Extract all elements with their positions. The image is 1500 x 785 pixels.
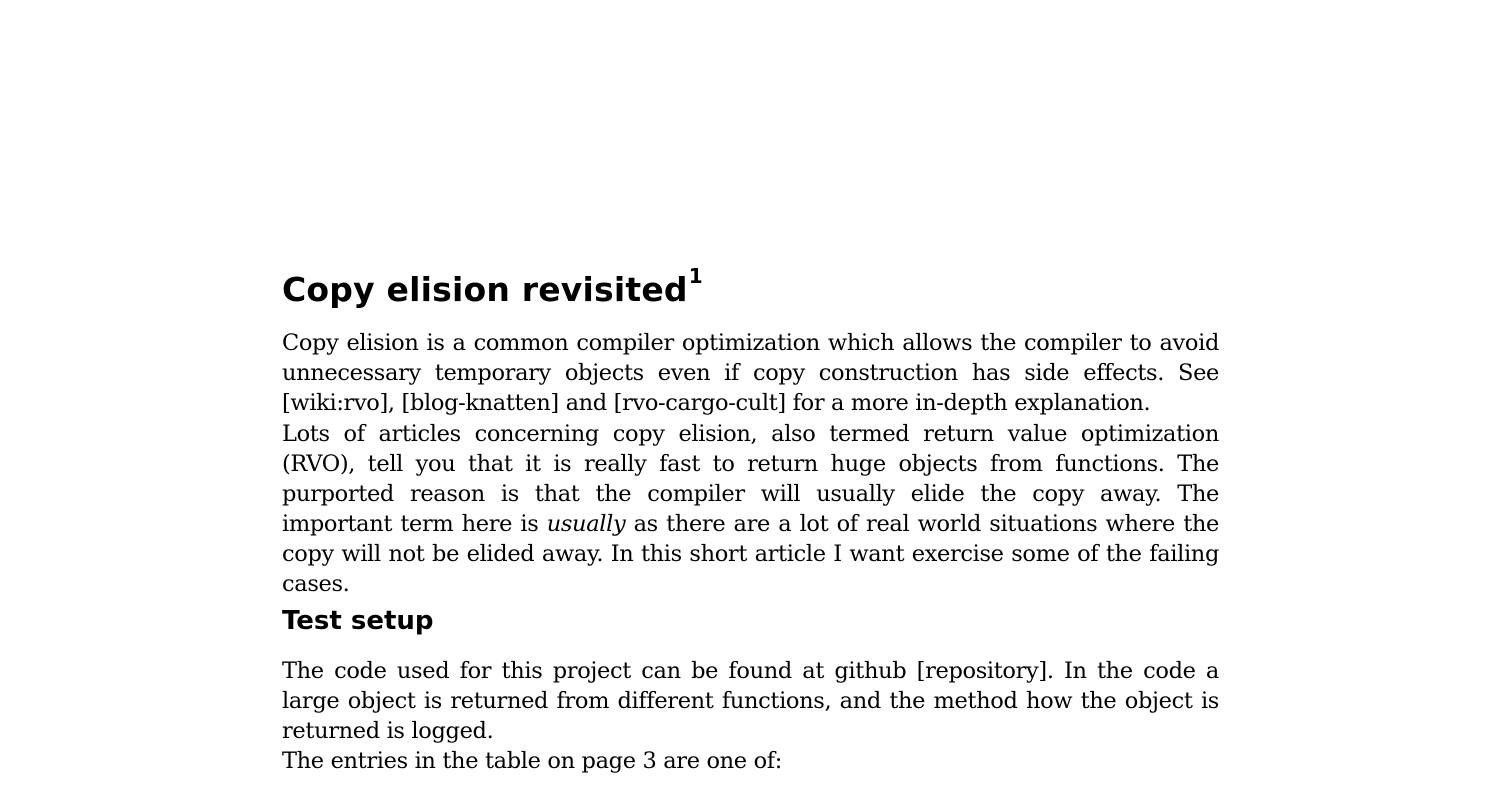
subsection-title: Test setup (282, 606, 434, 636)
motivation-text-end: as there are a lot of real world situations where the copy will not be elided away. In this short article I want exercise some of the failing cases. (282, 511, 1219, 597)
motivation-paragraph (282, 419, 1219, 599)
intro-paragraph: Copy elision is a common compiler optimization which allows the compiler to avoid unnecessary temporary objects even if copy construction has side effects. See [wiki:rvo], [blog-knatten] and [rvo-cargo-cult] for a more in-depth explanation. (282, 330, 1219, 416)
setup-paragraph: The code used for this project can be found at github [repository]. In the code a large object is returned from different functions, and the method how the object is returned is logged. (282, 658, 1219, 744)
section-title-text: Copy elision revisited (282, 270, 688, 309)
table-intro-paragraph: The entries in the table on page 3 are one of: (282, 748, 782, 774)
motivation-text-start: Lots of articles concerning copy elision, also termed return value optimization (RVO), tell you that it is really fast to return huge objects from functions. The purported reason is that the compiler will usually elide the copy away. The important term here is (282, 421, 1219, 537)
motivation-emphasis: usually (546, 511, 626, 537)
footnote-marker[interactable]: 1 (688, 264, 703, 288)
section-title (282, 262, 703, 310)
